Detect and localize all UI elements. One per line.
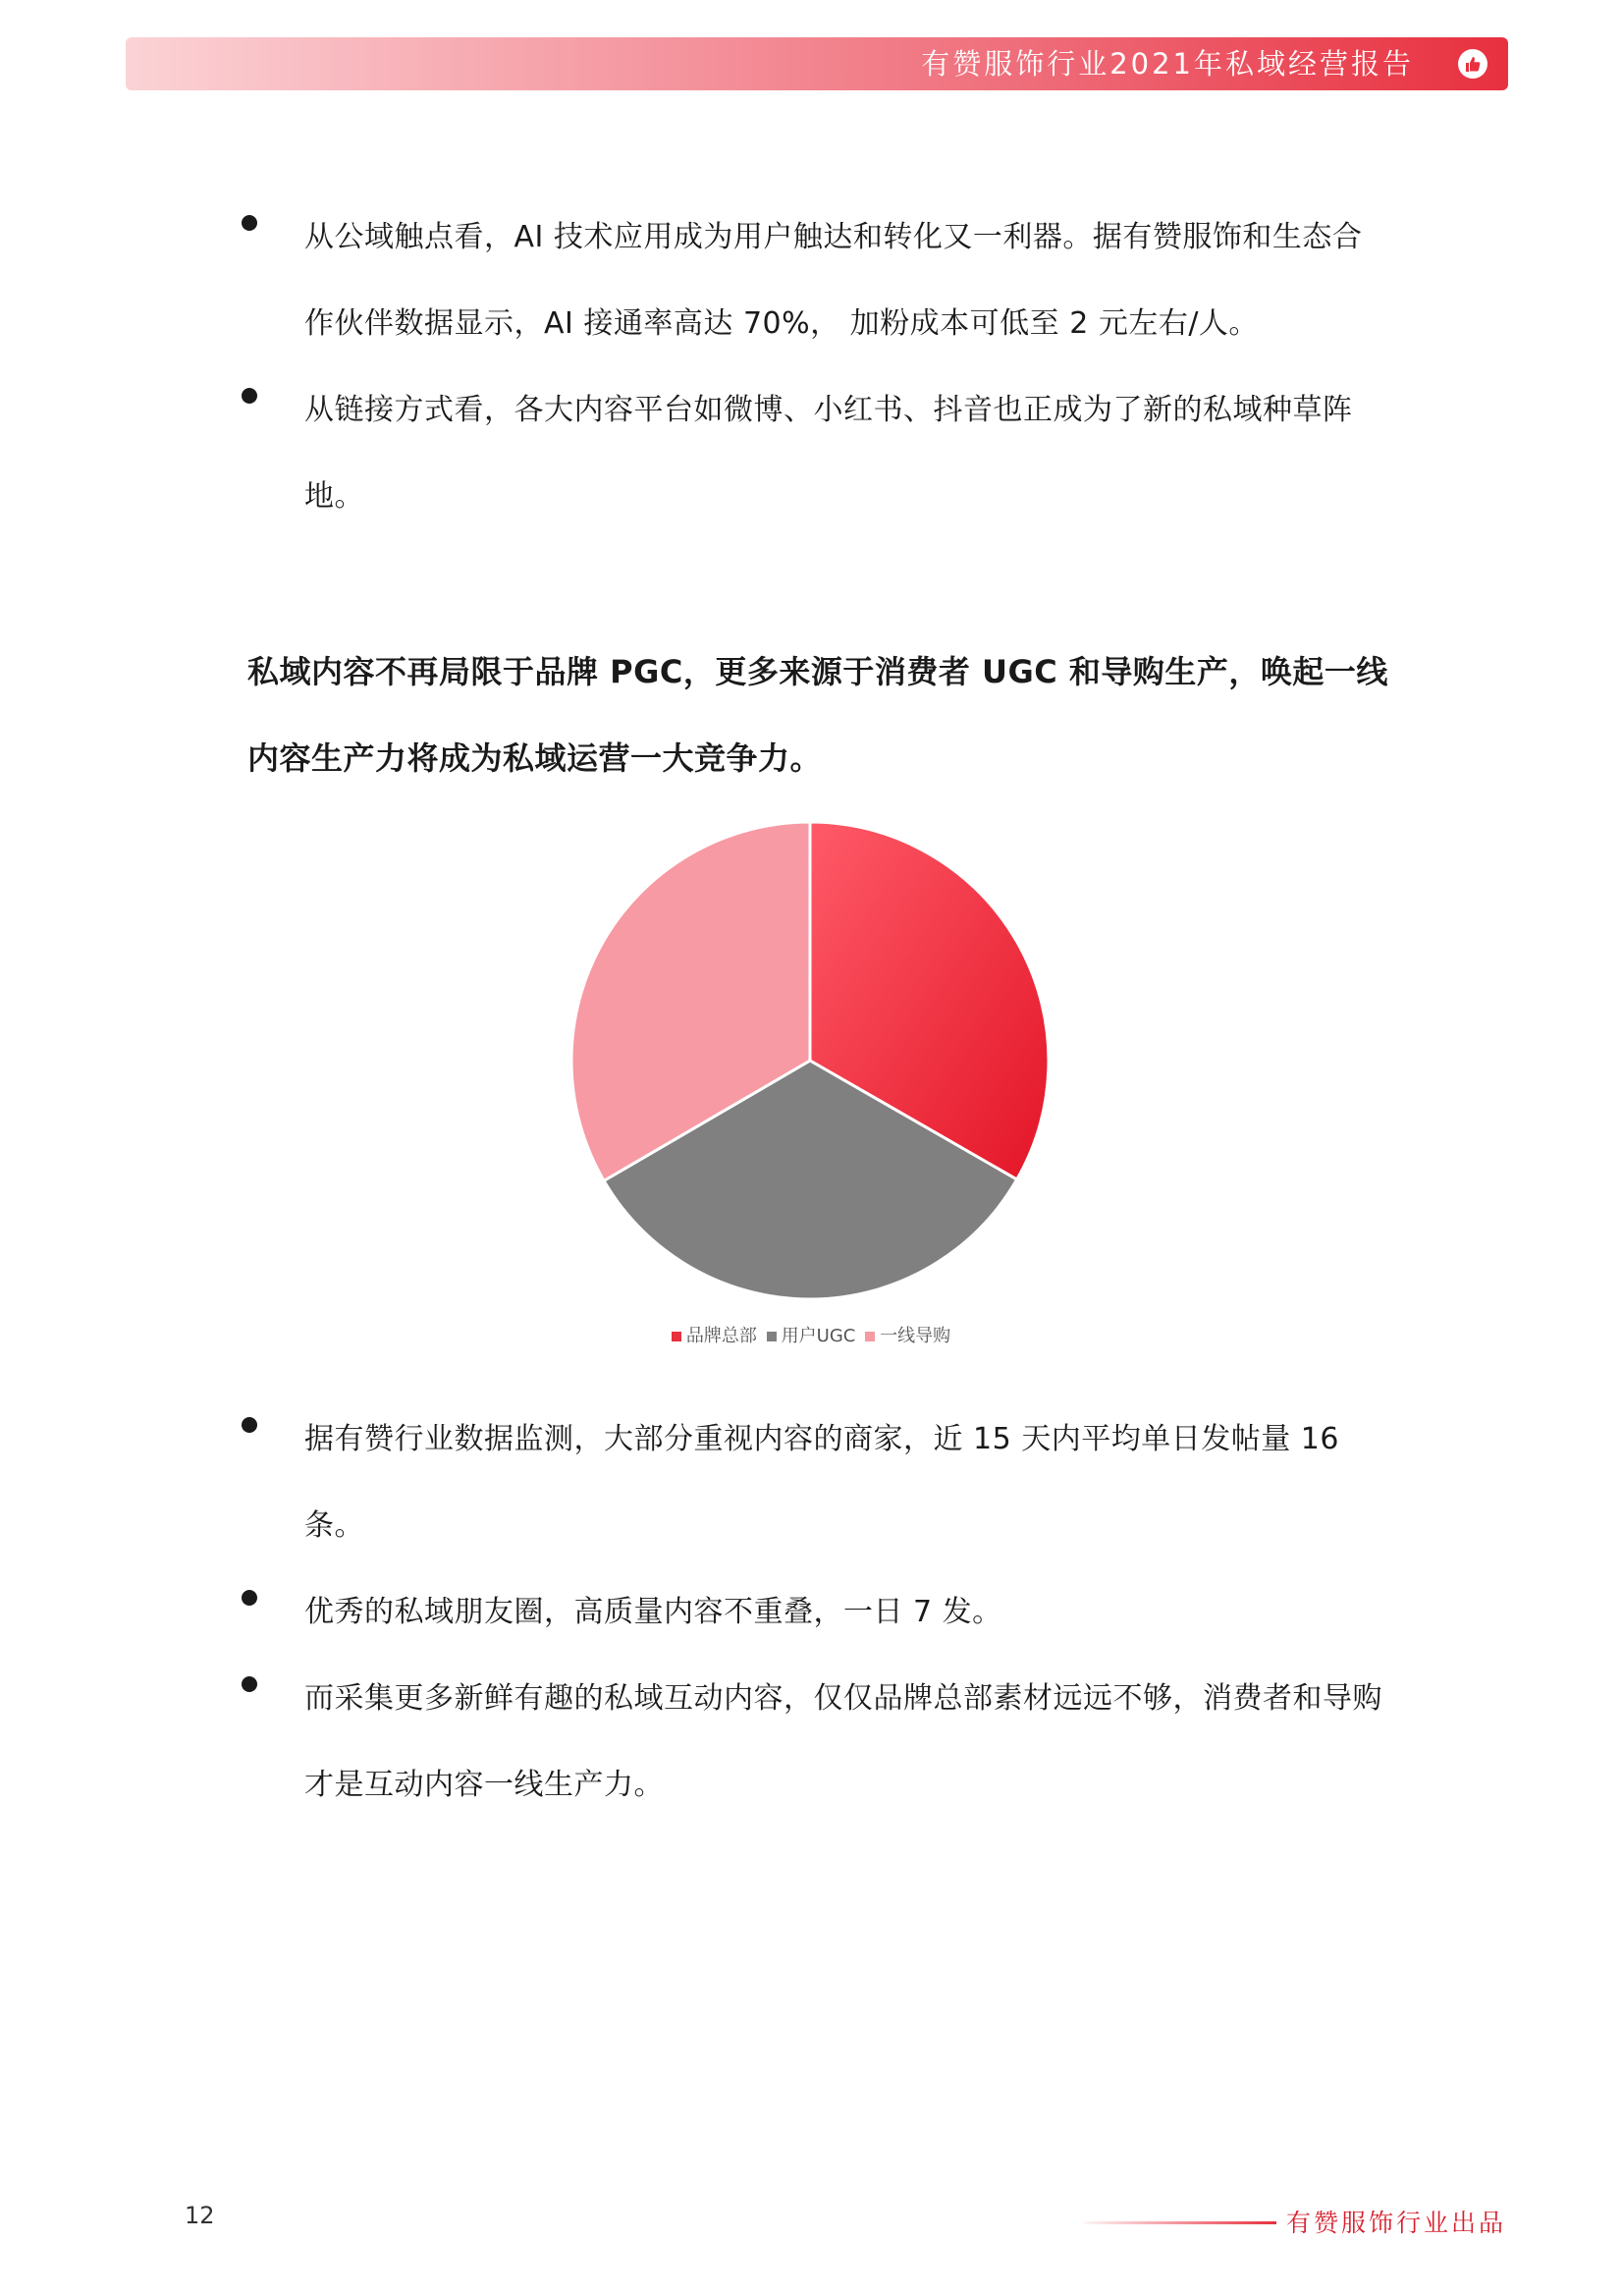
bullet-icon xyxy=(242,388,257,404)
legend-item xyxy=(767,1322,856,1347)
publisher-label: 有赞服饰行业出品 xyxy=(1286,2209,1507,2237)
bullet-item xyxy=(247,1569,1386,1656)
thumbs-up-icon xyxy=(1457,48,1488,80)
bullet-icon xyxy=(242,1417,257,1433)
report-title: 有赞服饰行业2021年私域经营报告 xyxy=(921,47,1414,81)
chart-legend xyxy=(0,1322,1622,1347)
pie-chart xyxy=(569,820,1051,1301)
footer-divider xyxy=(1084,2221,1276,2224)
legend-swatch-brand xyxy=(672,1332,681,1341)
legend-swatch-ugc xyxy=(767,1332,777,1341)
bullet-text: 优秀的私域朋友圈，高质量内容不重叠，一日 7 发。 xyxy=(304,1595,1002,1629)
bullet-item xyxy=(247,1656,1386,1829)
legend-item xyxy=(672,1322,757,1347)
bullet-item xyxy=(247,194,1386,367)
bullet-text: 从公域触点看，AI 技术应用成为用户触达和转化又一利器。据有赞服饰和生态合作伙伴数据显示，AI 接通率高达 70%， 加粉成本可低至 2 元左右/人。 xyxy=(304,220,1363,341)
bullet-icon xyxy=(242,1590,257,1606)
legend-item xyxy=(865,1322,950,1347)
bullet-icon xyxy=(242,215,257,231)
legend-label: 品牌总部 xyxy=(685,1326,757,1346)
bullet-icon xyxy=(242,1676,257,1692)
header-bar xyxy=(126,37,1508,90)
bullet-text: 而采集更多新鲜有趣的私域互动内容，仅仅品牌总部素材远远不够，消费者和导购才是互动内容一线生产力。 xyxy=(304,1681,1382,1802)
bullet-item xyxy=(247,1396,1386,1569)
legend-label: 用户UGC xyxy=(781,1326,856,1346)
bullet-item xyxy=(247,367,1386,540)
legend-swatch-guide xyxy=(865,1332,875,1341)
legend-label: 一线导购 xyxy=(880,1326,951,1346)
section-heading: 私域内容不再局限于品牌 PGC，更多来源于消费者 UGC 和导购生产，唤起一线内容生产力将成为私域运营一大竞争力。 xyxy=(247,653,1388,777)
bullet-text: 从链接方式看，各大内容平台如微博、小红书、抖音也正成为了新的私域种草阵地。 xyxy=(304,393,1353,514)
bullet-text: 据有赞行业数据监测，大部分重视内容的商家，近 15 天内平均单日发帖量 16 条。 xyxy=(304,1422,1339,1543)
page-number: 12 xyxy=(185,2202,215,2229)
